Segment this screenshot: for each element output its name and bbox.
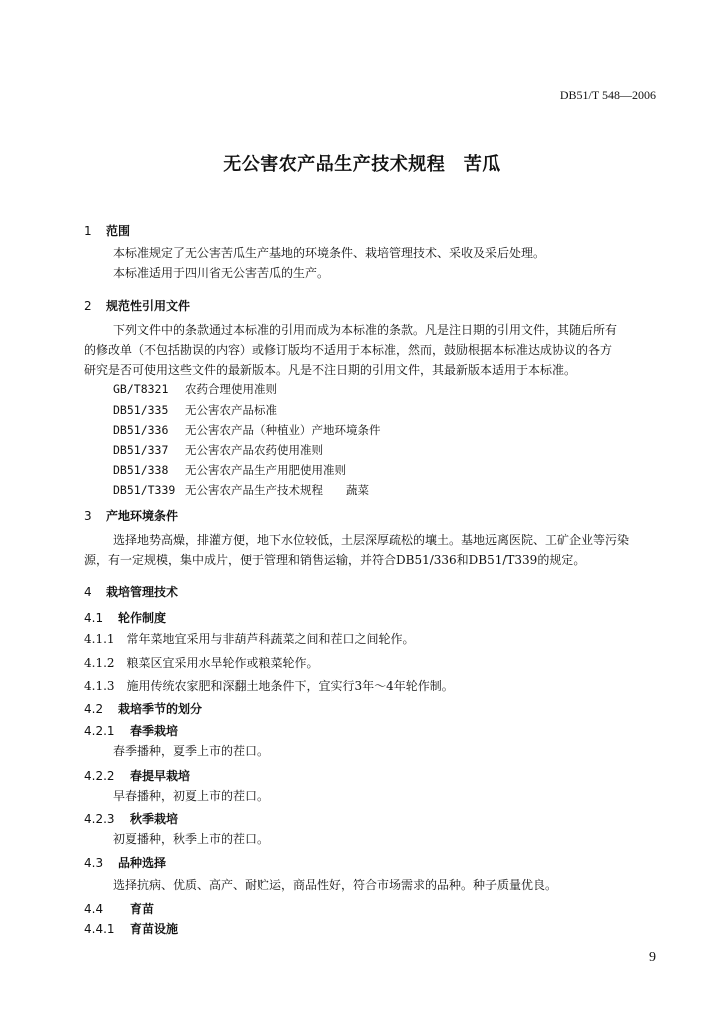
reference-name: 无公害农产品生产用肥使用准则 bbox=[185, 463, 346, 477]
section-1-heading bbox=[84, 222, 130, 239]
section-4-heading bbox=[84, 583, 178, 600]
subsection-4-2-2-heading bbox=[84, 767, 190, 784]
reference-item bbox=[113, 381, 277, 397]
subsection-4-4-heading bbox=[84, 900, 154, 917]
reference-name: 无公害农产品农药使用准则 bbox=[185, 443, 323, 457]
paragraph: 源，有一定规模，集中成片，便于管理和销售运输，并符合DB51/336和DB51/T339的规定。 bbox=[84, 553, 586, 567]
section-number: 3 bbox=[84, 509, 92, 523]
section-title: 轮作制度 bbox=[118, 611, 167, 625]
paragraph: 选择抗病、优质、高产、耐贮运，商品性好，符合市场需求的品种。种子质量优良。 bbox=[113, 878, 558, 892]
section-number: 2 bbox=[84, 299, 92, 313]
reference-code: GB/T8321 bbox=[113, 382, 169, 396]
reference-code: DB51/337 bbox=[113, 443, 169, 457]
subsection-4-2-heading bbox=[84, 700, 202, 717]
section-number: 4.1 bbox=[84, 611, 104, 625]
section-number: 4.4 bbox=[84, 902, 104, 916]
section-number: 4.2.2 bbox=[84, 769, 115, 783]
reference-name: 无公害农产品（种植业）产地环境条件 bbox=[185, 423, 381, 437]
subsection-4-3-heading bbox=[84, 854, 166, 871]
reference-code: DB51/T339 bbox=[113, 483, 176, 497]
section-number: 1 bbox=[84, 224, 92, 238]
section-number: 4 bbox=[84, 585, 92, 599]
section-title: 春季栽培 bbox=[130, 724, 179, 738]
paragraph: 初夏播种，秋季上市的茬口。 bbox=[113, 832, 270, 846]
section-3-heading bbox=[84, 507, 178, 524]
reference-name: 农药合理使用准则 bbox=[185, 382, 277, 396]
reference-code: DB51/336 bbox=[113, 423, 169, 437]
section-number: 4.2.3 bbox=[84, 812, 115, 826]
paragraph: 下列文件中的条款通过本标准的引用而成为本标准的条款。凡是注日期的引用文件，其随后所有 bbox=[113, 323, 618, 337]
subsection-4-4-1-heading bbox=[84, 920, 178, 937]
section-title: 产地环境条件 bbox=[106, 509, 179, 523]
reference-item bbox=[113, 402, 277, 418]
section-title: 秋季栽培 bbox=[130, 812, 179, 826]
reference-name: 无公害农产品生产技术规程 蔬菜 bbox=[185, 483, 369, 497]
section-title: 品种选择 bbox=[118, 856, 167, 870]
section-number: 4.3 bbox=[84, 856, 104, 870]
section-2-heading bbox=[84, 297, 190, 314]
reference-item bbox=[113, 442, 323, 458]
section-title: 栽培季节的划分 bbox=[118, 702, 203, 716]
paragraph: 选择地势高燥，排灌方便，地下水位较低，土层深厚疏松的壤土。基地远离医院、工矿企业等污染 bbox=[113, 533, 630, 547]
clause-4-1-3: 4.1.3 施用传统农家肥和深翻土地条件下，宜实行3年～4年轮作制。 bbox=[84, 679, 454, 693]
paragraph: 本标准适用于四川省无公害苦瓜的生产。 bbox=[113, 266, 330, 280]
reference-name: 无公害农产品标准 bbox=[185, 403, 277, 417]
reference-item bbox=[113, 462, 346, 478]
reference-item bbox=[113, 422, 381, 438]
section-title: 春提早栽培 bbox=[130, 769, 191, 783]
section-title: 育苗设施 bbox=[130, 922, 179, 936]
reference-code: DB51/335 bbox=[113, 403, 169, 417]
section-number: 4.4.1 bbox=[84, 922, 115, 936]
reference-item bbox=[113, 482, 369, 498]
subsection-4-2-1-heading bbox=[84, 722, 178, 739]
section-title: 规范性引用文件 bbox=[106, 299, 191, 313]
clause-4-1-1: 4.1.1 常年菜地宜采用与非葫芦科蔬菜之间和茬口之间轮作。 bbox=[84, 632, 415, 646]
clause-4-1-2: 4.1.2 粮菜区宜采用水旱轮作或粮菜轮作。 bbox=[84, 656, 319, 670]
paragraph: 的修改单（不包括勘误的内容）或修订版均不适用于本标准，然而，鼓励根据本标准达成协议的各方 bbox=[84, 343, 613, 357]
standard-number: DB51/T 548—2006 bbox=[559, 88, 656, 102]
section-number: 4.2 bbox=[84, 702, 104, 716]
section-title: 栽培管理技术 bbox=[106, 585, 179, 599]
paragraph: 春季播种，夏季上市的茬口。 bbox=[113, 744, 270, 758]
section-title: 育苗 bbox=[130, 902, 155, 916]
page-number: 9 bbox=[649, 950, 656, 965]
paragraph: 研究是否可使用这些文件的最新版本。凡是不注日期的引用文件，其最新版本适用于本标准。 bbox=[84, 363, 577, 377]
subsection-4-2-3-heading bbox=[84, 810, 178, 827]
section-number: 4.2.1 bbox=[84, 724, 115, 738]
paragraph: 本标准规定了无公害苦瓜生产基地的环境条件、栽培管理技术、采收及采后处理。 bbox=[113, 246, 546, 260]
section-title: 范围 bbox=[106, 224, 131, 238]
document-title: 无公害农产品生产技术规程 苦瓜 bbox=[223, 154, 501, 175]
reference-code: DB51/338 bbox=[113, 463, 169, 477]
subsection-4-1-heading bbox=[84, 609, 166, 626]
paragraph: 早春播种，初夏上市的茬口。 bbox=[113, 789, 270, 803]
